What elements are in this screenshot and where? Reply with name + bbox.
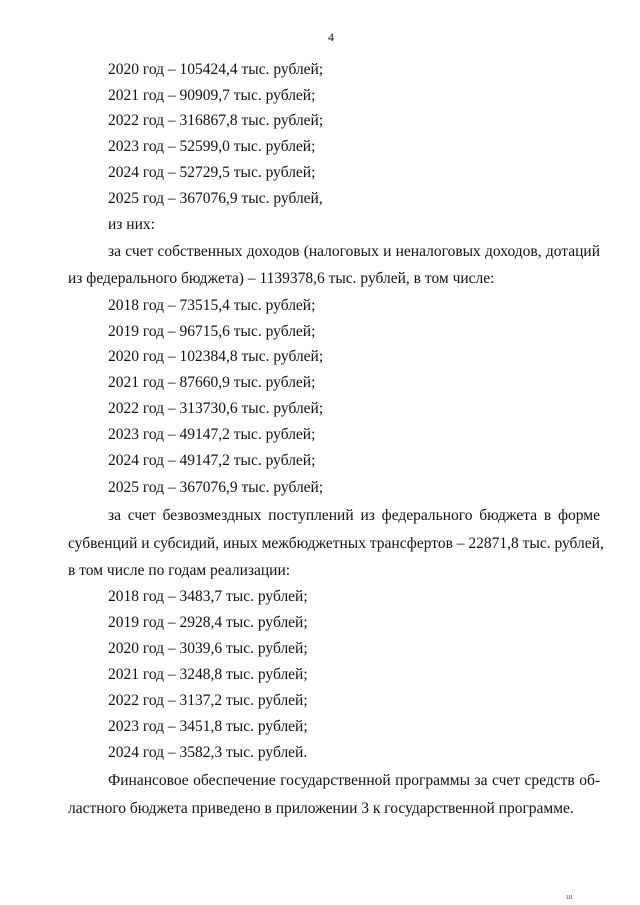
year-line: 2021 год – 87660,9 тыс. рублей; (108, 374, 316, 391)
own-income-line: за счет собственных доходов (налоговых и неналоговых доходов, дотаций (108, 243, 600, 260)
year-line: 2020 год – 102384,8 тыс. рублей; (108, 348, 324, 365)
year-line: 2019 год – 96715,6 тыс. рублей; (108, 323, 316, 340)
year-line: 2024 год – 49147,2 тыс. рублей; (108, 452, 316, 469)
year-line: 2018 год – 3483,7 тыс. рублей; (108, 588, 308, 605)
year-line: 2025 год – 367076,9 тыс. рублей, (108, 190, 323, 207)
year-line: 2020 год – 105424,4 тыс. рублей; (108, 61, 324, 78)
own-income-line: из федерального бюджета) – 1139378,6 тыс. рублей, в том числе: (68, 270, 495, 287)
year-line: 2018 год – 73515,4 тыс. рублей; (108, 297, 316, 314)
final-line: Финансовое обеспечение государственной программы за счет средств об- (108, 772, 600, 789)
year-line: 2022 год – 3137,2 тыс. рублей; (108, 692, 308, 709)
page-number: 4 (328, 30, 334, 44)
federal-line: за счет безвозмездных поступлений из федерального бюджета в форме (108, 507, 600, 524)
year-line: 2021 год – 90909,7 тыс. рублей; (108, 87, 316, 104)
year-line: 2022 год – 316867,8 тыс. рублей; (108, 112, 324, 129)
federal-line: в том числе по годам реализации: (68, 562, 291, 579)
year-line: 2025 год – 367076,9 тыс. рублей; (108, 479, 324, 496)
federal-line: субвенций и субсидий, иных межбюджетных трансфертов – 22871,8 тыс. рублей, (68, 535, 604, 552)
year-line: 2019 год – 2928,4 тыс. рублей; (108, 614, 308, 631)
corner-marks: ııı (566, 892, 573, 901)
year-line: 2024 год – 52729,5 тыс. рублей; (108, 164, 316, 181)
year-line: 2023 год – 3451,8 тыс. рублей; (108, 718, 308, 735)
year-line: 2022 год – 313730,6 тыс. рублей; (108, 400, 324, 417)
year-line: 2023 год – 49147,2 тыс. рублей; (108, 426, 316, 443)
year-line: 2021 год – 3248,8 тыс. рублей; (108, 666, 308, 683)
year-line: 2023 год – 52599,0 тыс. рублей; (108, 138, 316, 155)
of-which-label: из них: (108, 216, 155, 233)
year-line: 2020 год – 3039,6 тыс. рублей; (108, 640, 308, 657)
final-line: ластного бюджета приведено в приложении 3 к государственной программе. (68, 800, 574, 817)
year-line: 2024 год – 3582,3 тыс. рублей. (108, 744, 308, 761)
